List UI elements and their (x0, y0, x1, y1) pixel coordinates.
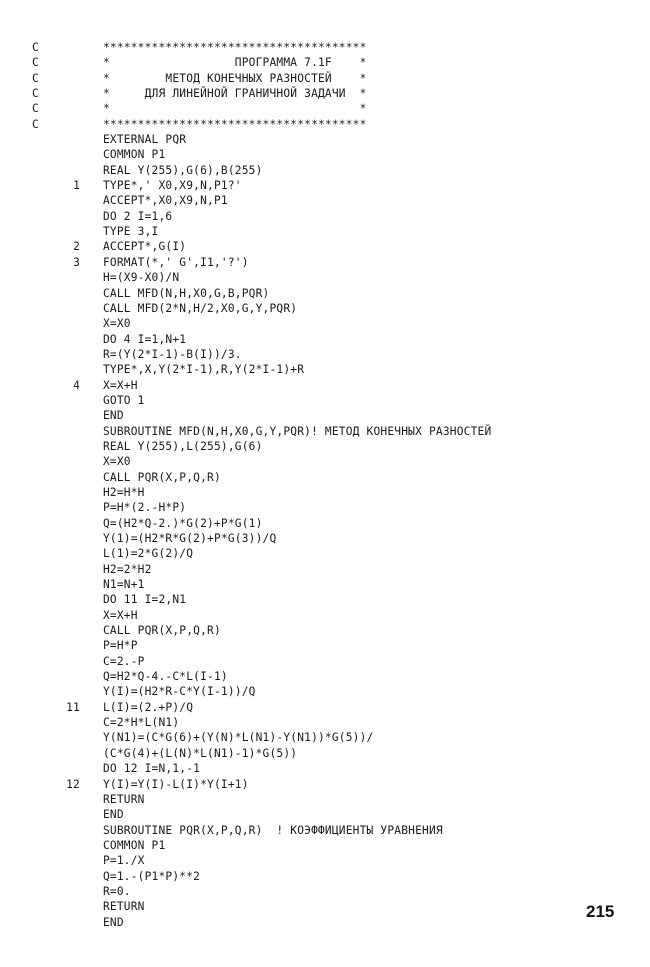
code-text: CALL MFD(2*N,H/2,X0,G,Y,PQR) (103, 301, 298, 315)
code-line (0, 101, 650, 116)
code-text: SUBROUTINE PQR(X,P,Q,R) ! КОЭФФИЦИЕНТЫ УРАВНЕНИЯ (103, 823, 443, 837)
code-text: H=(X9-X0)/N (103, 271, 180, 285)
code-text: C=2*H*L(N1) (103, 716, 180, 730)
code-text: (C*G(4)+(L(N)*L(N1)-1)*G(5)) (103, 746, 298, 760)
code-line (0, 454, 650, 469)
code-text: ACCEPT*,G(I) (103, 240, 187, 254)
code-line (0, 71, 650, 86)
code-line (0, 424, 650, 439)
code-text: REAL Y(255),L(255),G(6) (103, 439, 263, 453)
code-line (0, 147, 650, 162)
comment-marker: C (32, 87, 39, 101)
code-text: COMMON P1 (103, 838, 166, 852)
code-line (0, 577, 650, 592)
code-text: X=X0 (103, 317, 131, 331)
code-line (0, 638, 650, 653)
code-line (0, 163, 650, 178)
code-line (0, 807, 650, 822)
code-line (0, 516, 650, 531)
code-line (0, 869, 650, 884)
code-text: P=H*P (103, 639, 138, 653)
code-line (0, 608, 650, 623)
code-text: X=X+H (103, 608, 138, 622)
code-line (0, 531, 650, 546)
code-line (0, 224, 650, 239)
code-line (0, 332, 650, 347)
code-line (0, 562, 650, 577)
code-text: * ДЛЯ ЛИНЕЙНОЙ ГРАНИЧНОЙ ЗАДАЧИ * (103, 87, 367, 101)
code-line (0, 838, 650, 853)
code-text: CALL MFD(N,H,X0,G,B,PQR) (103, 286, 270, 300)
code-text: ************************************** (103, 41, 367, 54)
code-text: CALL PQR(X,P,Q,R) (103, 470, 221, 484)
code-text: RETURN (103, 900, 145, 914)
statement-label: 2 (73, 240, 80, 254)
fortran-listing (0, 40, 650, 930)
code-line (0, 853, 650, 868)
comment-marker: C (32, 102, 39, 116)
code-line (0, 239, 650, 254)
code-text: Y(N1)=(C*G(6)+(Y(N)*L(N1)-Y(N1))*G(5))/ (103, 731, 374, 745)
code-text: H2=H*H (103, 485, 145, 499)
code-line (0, 669, 650, 684)
code-line (0, 408, 650, 423)
code-text: Y(I)=Y(I)-L(I)*Y(I+1) (103, 777, 249, 791)
code-line (0, 439, 650, 454)
code-line (0, 209, 650, 224)
code-text: R=0. (103, 884, 131, 898)
code-line (0, 823, 650, 838)
code-text: N1=N+1 (103, 578, 145, 592)
code-line (0, 193, 650, 208)
comment-marker: C (32, 41, 39, 54)
code-text: COMMON P1 (103, 148, 166, 162)
code-text: SUBROUTINE MFD(N,H,X0,G,Y,PQR)! МЕТОД КОНЕЧНЫХ РАЗНОСТЕЙ (103, 424, 492, 438)
code-line (0, 592, 650, 607)
code-line (0, 393, 650, 408)
code-text: L(I)=(2.+P)/Q (103, 700, 194, 714)
code-text: DO 2 I=1,6 (103, 209, 173, 223)
code-text: Y(I)=(H2*R-C*Y(I-1))/Q (103, 685, 256, 699)
code-text: END (103, 915, 124, 929)
code-line (0, 915, 650, 930)
code-line (0, 132, 650, 147)
code-line (0, 55, 650, 70)
code-line (0, 301, 650, 316)
statement-label: 11 (66, 700, 80, 714)
code-text: R=(Y(2*I-1)-B(I))/3. (103, 347, 242, 361)
code-text: REAL Y(255),G(6),B(255) (103, 163, 263, 177)
code-line (0, 362, 650, 377)
code-text: ************************************** (103, 117, 367, 131)
code-line (0, 746, 650, 761)
code-text: * * (103, 102, 367, 116)
code-line (0, 700, 650, 715)
code-line (0, 715, 650, 730)
code-line (0, 623, 650, 638)
code-line (0, 117, 650, 132)
code-line (0, 270, 650, 285)
code-text: * МЕТОД КОНЕЧНЫХ РАЗНОСТЕЙ * (103, 71, 367, 85)
statement-label: 4 (73, 378, 80, 392)
statement-label: 3 (73, 255, 80, 269)
code-text: X=X0 (103, 455, 131, 469)
code-text: END (103, 808, 124, 822)
code-line (0, 777, 650, 792)
code-line (0, 899, 650, 914)
code-line (0, 884, 650, 899)
code-text: Q=1.-(P1*P)**2 (103, 869, 201, 883)
code-line (0, 500, 650, 515)
code-text: L(1)=2*G(2)/Q (103, 547, 194, 561)
code-text: END (103, 409, 124, 423)
code-text: TYPE*,X,Y(2*I-1),R,Y(2*I-1)+R (103, 363, 305, 377)
code-line (0, 684, 650, 699)
code-text: TYPE*,' X0,X9,N,P1?' (103, 179, 242, 193)
comment-marker: C (32, 71, 39, 85)
code-line (0, 286, 650, 301)
code-text: TYPE 3,I (103, 225, 159, 239)
code-line (0, 86, 650, 101)
code-text: P=H*(2.-H*P) (103, 501, 187, 515)
code-line (0, 378, 650, 393)
code-line (0, 255, 650, 270)
code-text: H2=2*H2 (103, 562, 152, 576)
code-text: ACCEPT*,X0,X9,N,P1 (103, 194, 228, 208)
code-text: DO 11 I=2,N1 (103, 593, 187, 607)
code-line (0, 316, 650, 331)
code-text: CALL PQR(X,P,Q,R) (103, 624, 221, 638)
code-line (0, 178, 650, 193)
comment-marker: C (32, 117, 39, 131)
statement-label: 12 (66, 777, 80, 791)
code-line (0, 470, 650, 485)
code-text: RETURN (103, 792, 145, 806)
code-line (0, 347, 650, 362)
code-text: Q=H2*Q-4.-C*L(I-1) (103, 670, 228, 684)
code-text: EXTERNAL PQR (103, 133, 187, 147)
comment-marker: C (32, 56, 39, 70)
code-text: DO 4 I=1,N+1 (103, 332, 187, 346)
code-text: Q=(H2*Q-2.)*G(2)+P*G(1) (103, 516, 263, 530)
page-number: 215 (586, 902, 615, 921)
code-line (0, 485, 650, 500)
code-line (0, 792, 650, 807)
code-text: X=X+H (103, 378, 138, 392)
code-line (0, 730, 650, 745)
code-line (0, 546, 650, 561)
code-line (0, 40, 650, 55)
code-line (0, 761, 650, 776)
code-text: GOTO 1 (103, 393, 145, 407)
code-text: C=2.-P (103, 654, 145, 668)
code-text: Y(1)=(H2*R*G(2)+P*G(3))/Q (103, 532, 277, 545)
code-text: P=1./X (103, 854, 145, 868)
code-text: FORMAT(*,' G',I1,'?') (103, 255, 249, 269)
code-line (0, 654, 650, 669)
code-text: * ПРОГРАММА 7.1F * (103, 56, 367, 70)
statement-label: 1 (73, 179, 80, 193)
code-text: DO 12 I=N,1,-1 (103, 762, 201, 776)
